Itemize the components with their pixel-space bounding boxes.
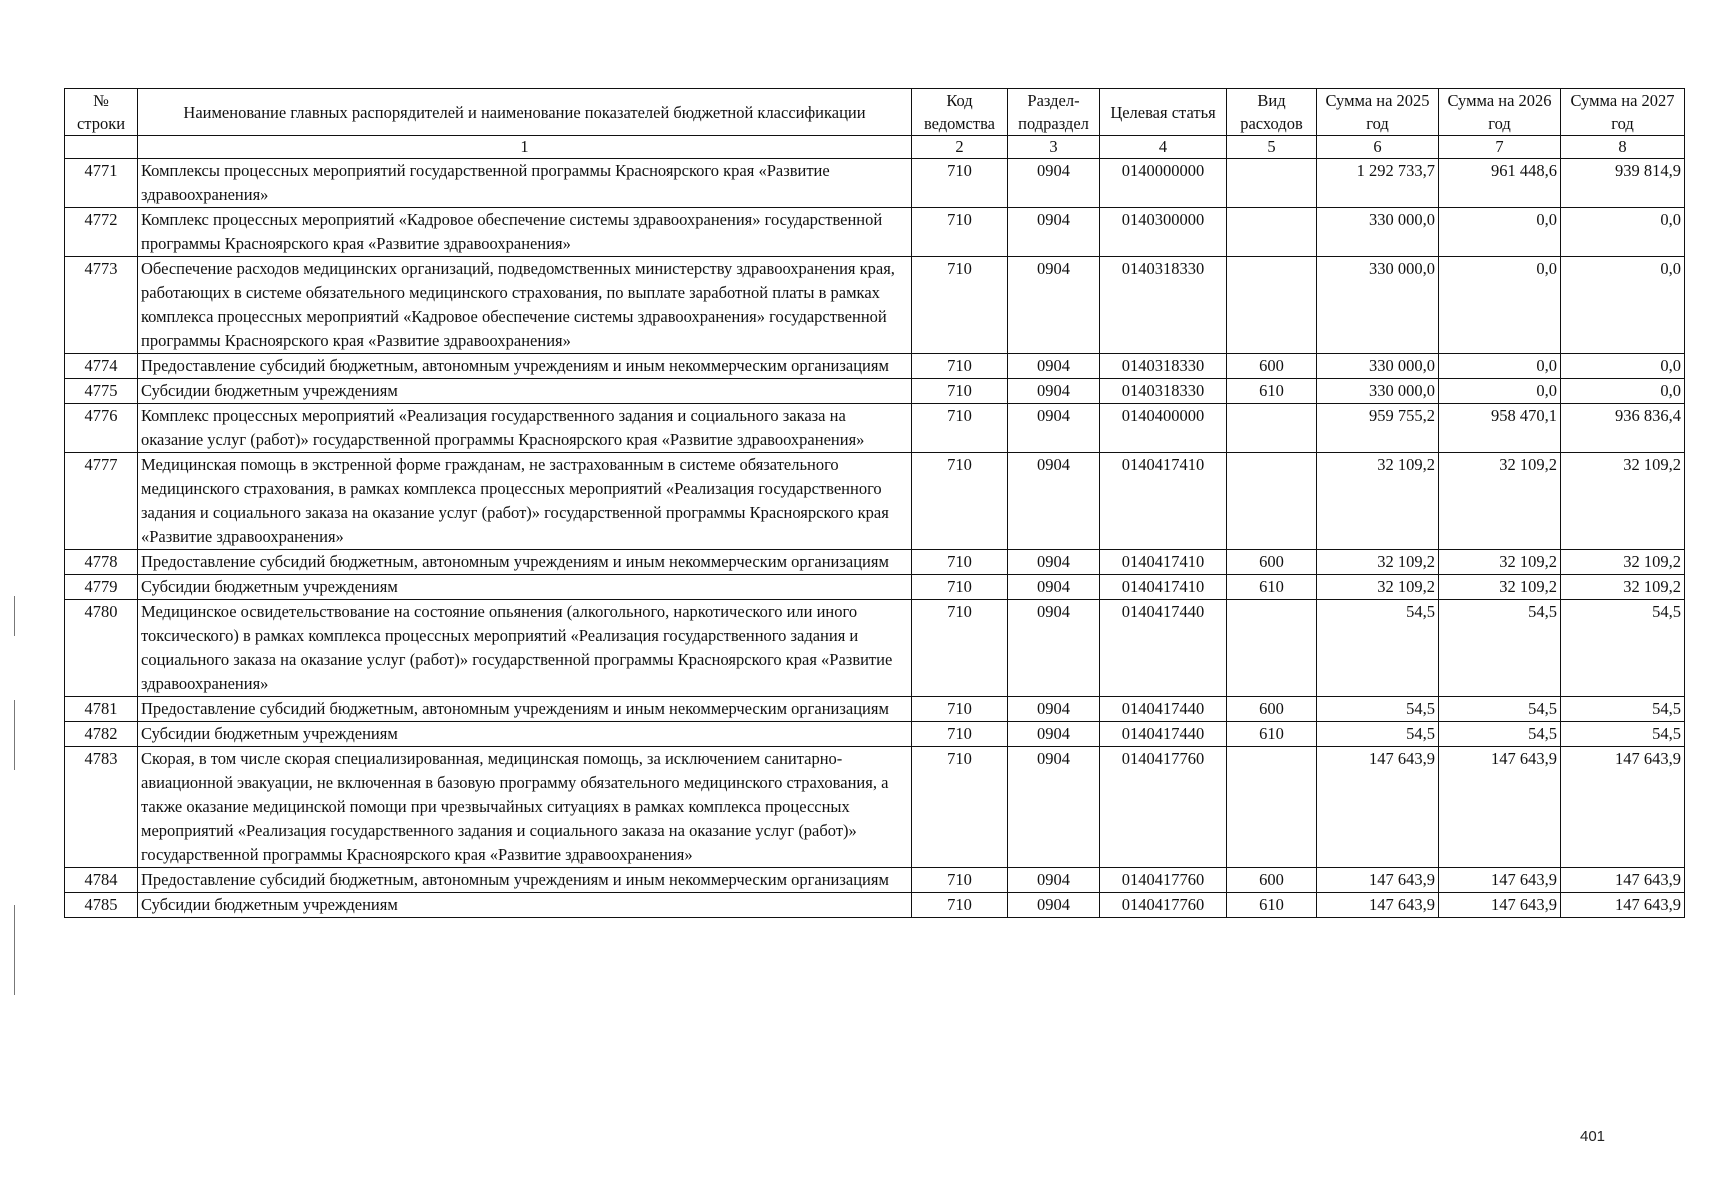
row-sum-2026: 32 109,2 xyxy=(1439,575,1561,600)
row-number: 4779 xyxy=(65,575,138,600)
header-row xyxy=(65,89,1685,136)
row-number: 4778 xyxy=(65,550,138,575)
row-sum-2027: 0,0 xyxy=(1561,257,1685,354)
row-target-code: 0140417440 xyxy=(1100,722,1227,747)
row-name: Медицинское освидетельствование на состояние опьянения (алкогольного, наркотического или иного токсического) в рамках комплекса процессных мероприятий «Реализация государственного задания и социального заказа на оказание услуг (работ)» государственной программы Красноярского края «Развитие здравоохранения» xyxy=(138,600,912,697)
row-section-code: 0904 xyxy=(1008,257,1100,354)
row-dept-code: 710 xyxy=(912,600,1008,697)
table-row xyxy=(65,550,1685,575)
row-expense-code: 610 xyxy=(1227,379,1317,404)
row-sum-2027: 936 836,4 xyxy=(1561,404,1685,453)
budget-table xyxy=(64,88,1685,918)
row-sum-2026: 0,0 xyxy=(1439,379,1561,404)
row-section-code: 0904 xyxy=(1008,354,1100,379)
table-row xyxy=(65,893,1685,918)
header-section: Раздел-подраздел xyxy=(1008,89,1100,136)
table-row xyxy=(65,354,1685,379)
row-sum-2025: 54,5 xyxy=(1317,600,1439,697)
header-row-no: № строки xyxy=(65,89,138,136)
column-number-blank xyxy=(65,136,138,159)
row-number: 4775 xyxy=(65,379,138,404)
row-name: Комплексы процессных мероприятий государственной программы Красноярского края «Развитие здравоохранения» xyxy=(138,159,912,208)
row-expense-code xyxy=(1227,600,1317,697)
row-number: 4783 xyxy=(65,747,138,868)
row-section-code: 0904 xyxy=(1008,600,1100,697)
row-name: Комплекс процессных мероприятий «Кадровое обеспечение системы здравоохранения» государственной программы Красноярского края «Развитие здравоохранения» xyxy=(138,208,912,257)
row-sum-2027: 54,5 xyxy=(1561,600,1685,697)
row-name: Обеспечение расходов медицинских организаций, подведомственных министерству здравоохранения края, работающих в системе обязательного медицинского страхования, по выплате заработной платы в рамках комплекса процессных мероприятий «Кадровое обеспечение системы здравоохранения» государственной программы Красноярского края «Развитие здравоохранения» xyxy=(138,257,912,354)
row-target-code: 0140417410 xyxy=(1100,453,1227,550)
row-sum-2027: 54,5 xyxy=(1561,697,1685,722)
row-sum-2026: 54,5 xyxy=(1439,600,1561,697)
row-section-code: 0904 xyxy=(1008,747,1100,868)
row-expense-code: 610 xyxy=(1227,893,1317,918)
row-dept-code: 710 xyxy=(912,453,1008,550)
row-dept-code: 710 xyxy=(912,208,1008,257)
row-sum-2027: 147 643,9 xyxy=(1561,868,1685,893)
table-row xyxy=(65,379,1685,404)
header-target: Целевая статья xyxy=(1100,89,1227,136)
row-name: Предоставление субсидий бюджетным, автономным учреждениям и иным некоммерческим организациям xyxy=(138,550,912,575)
row-sum-2025: 147 643,9 xyxy=(1317,868,1439,893)
column-number: 3 xyxy=(1008,136,1100,159)
column-number: 7 xyxy=(1439,136,1561,159)
row-name: Предоставление субсидий бюджетным, автономным учреждениям и иным некоммерческим организациям xyxy=(138,697,912,722)
table-row xyxy=(65,453,1685,550)
header-sum-2026: Сумма на 2026 год xyxy=(1439,89,1561,136)
row-expense-code xyxy=(1227,257,1317,354)
row-target-code: 0140318330 xyxy=(1100,379,1227,404)
row-sum-2025: 32 109,2 xyxy=(1317,575,1439,600)
row-name: Комплекс процессных мероприятий «Реализация государственного задания и социального заказа на оказание услуг (работ)» государственной программы Красноярского края «Развитие здравоохранения» xyxy=(138,404,912,453)
row-sum-2026: 32 109,2 xyxy=(1439,550,1561,575)
row-expense-code: 610 xyxy=(1227,575,1317,600)
row-name: Предоставление субсидий бюджетным, автономным учреждениям и иным некоммерческим организациям xyxy=(138,868,912,893)
row-section-code: 0904 xyxy=(1008,697,1100,722)
row-expense-code xyxy=(1227,159,1317,208)
row-name: Субсидии бюджетным учреждениям xyxy=(138,893,912,918)
row-dept-code: 710 xyxy=(912,354,1008,379)
row-sum-2027: 147 643,9 xyxy=(1561,747,1685,868)
row-dept-code: 710 xyxy=(912,550,1008,575)
row-dept-code: 710 xyxy=(912,404,1008,453)
row-sum-2027: 32 109,2 xyxy=(1561,453,1685,550)
row-dept-code: 710 xyxy=(912,379,1008,404)
header-name: Наименование главных распорядителей и наименование показателей бюджетной классификации xyxy=(138,89,912,136)
row-name: Субсидии бюджетным учреждениям xyxy=(138,379,912,404)
header-sum-2027: Сумма на 2027 год xyxy=(1561,89,1685,136)
table-row xyxy=(65,722,1685,747)
row-sum-2026: 0,0 xyxy=(1439,208,1561,257)
row-expense-code: 600 xyxy=(1227,697,1317,722)
column-number: 5 xyxy=(1227,136,1317,159)
row-sum-2026: 958 470,1 xyxy=(1439,404,1561,453)
row-sum-2025: 32 109,2 xyxy=(1317,550,1439,575)
row-section-code: 0904 xyxy=(1008,453,1100,550)
row-name: Предоставление субсидий бюджетным, автономным учреждениям и иным некоммерческим организациям xyxy=(138,354,912,379)
table-row xyxy=(65,159,1685,208)
row-number: 4774 xyxy=(65,354,138,379)
row-sum-2025: 330 000,0 xyxy=(1317,354,1439,379)
table-row xyxy=(65,575,1685,600)
row-number: 4772 xyxy=(65,208,138,257)
column-number: 6 xyxy=(1317,136,1439,159)
row-dept-code: 710 xyxy=(912,159,1008,208)
row-name: Субсидии бюджетным учреждениям xyxy=(138,575,912,600)
row-target-code: 0140300000 xyxy=(1100,208,1227,257)
scan-artifact xyxy=(14,905,15,995)
row-sum-2025: 330 000,0 xyxy=(1317,208,1439,257)
table-row xyxy=(65,747,1685,868)
row-section-code: 0904 xyxy=(1008,550,1100,575)
row-section-code: 0904 xyxy=(1008,722,1100,747)
row-section-code: 0904 xyxy=(1008,208,1100,257)
row-sum-2026: 32 109,2 xyxy=(1439,453,1561,550)
row-expense-code: 600 xyxy=(1227,354,1317,379)
row-name: Медицинская помощь в экстренной форме гражданам, не застрахованным в системе обязательного медицинского страхования, в рамках комплекса процессных мероприятий «Реализация государственного задания и социального заказа на оказание услуг (работ)» государственной программы Красноярского края «Развитие здравоохранения» xyxy=(138,453,912,550)
row-section-code: 0904 xyxy=(1008,575,1100,600)
row-sum-2025: 330 000,0 xyxy=(1317,257,1439,354)
row-sum-2025: 147 643,9 xyxy=(1317,747,1439,868)
table-row xyxy=(65,208,1685,257)
table-header xyxy=(65,89,1685,159)
row-sum-2026: 147 643,9 xyxy=(1439,747,1561,868)
row-dept-code: 710 xyxy=(912,697,1008,722)
row-number: 4784 xyxy=(65,868,138,893)
row-target-code: 0140000000 xyxy=(1100,159,1227,208)
row-sum-2026: 0,0 xyxy=(1439,354,1561,379)
row-sum-2026: 0,0 xyxy=(1439,257,1561,354)
table-row xyxy=(65,697,1685,722)
page-number: 401 xyxy=(1580,1128,1606,1145)
table-row xyxy=(65,868,1685,893)
row-sum-2025: 147 643,9 xyxy=(1317,893,1439,918)
row-target-code: 0140417760 xyxy=(1100,747,1227,868)
row-sum-2025: 959 755,2 xyxy=(1317,404,1439,453)
row-target-code: 0140417440 xyxy=(1100,600,1227,697)
row-dept-code: 710 xyxy=(912,747,1008,868)
row-sum-2025: 1 292 733,7 xyxy=(1317,159,1439,208)
row-target-code: 0140417760 xyxy=(1100,868,1227,893)
row-number: 4773 xyxy=(65,257,138,354)
table-row xyxy=(65,404,1685,453)
row-section-code: 0904 xyxy=(1008,868,1100,893)
table-body xyxy=(65,159,1685,918)
row-target-code: 0140400000 xyxy=(1100,404,1227,453)
row-dept-code: 710 xyxy=(912,868,1008,893)
row-expense-code: 600 xyxy=(1227,868,1317,893)
row-sum-2027: 147 643,9 xyxy=(1561,893,1685,918)
row-target-code: 0140318330 xyxy=(1100,354,1227,379)
row-expense-code xyxy=(1227,747,1317,868)
row-sum-2027: 0,0 xyxy=(1561,354,1685,379)
row-sum-2027: 32 109,2 xyxy=(1561,550,1685,575)
row-name: Скорая, в том числе скорая специализированная, медицинская помощь, за исключением санитарно-авиационной эвакуации, не включенная в базовую программу обязательного медицинского страхования, а также оказание медицинской помощи при чрезвычайных ситуациях в рамках комплекса процессных мероприятий «Реализация государственного задания и социального заказа на оказание услуг (работ)» государственной программы Красноярского края «Развитие здравоохранения» xyxy=(138,747,912,868)
row-number: 4782 xyxy=(65,722,138,747)
row-expense-code: 610 xyxy=(1227,722,1317,747)
row-number: 4776 xyxy=(65,404,138,453)
row-target-code: 0140318330 xyxy=(1100,257,1227,354)
row-dept-code: 710 xyxy=(912,575,1008,600)
scan-artifact xyxy=(14,596,15,636)
row-sum-2025: 330 000,0 xyxy=(1317,379,1439,404)
column-number-row xyxy=(65,136,1685,159)
row-section-code: 0904 xyxy=(1008,404,1100,453)
row-number: 4781 xyxy=(65,697,138,722)
row-sum-2027: 0,0 xyxy=(1561,208,1685,257)
row-expense-code xyxy=(1227,404,1317,453)
row-sum-2026: 961 448,6 xyxy=(1439,159,1561,208)
row-dept-code: 710 xyxy=(912,893,1008,918)
row-target-code: 0140417760 xyxy=(1100,893,1227,918)
row-name: Субсидии бюджетным учреждениям xyxy=(138,722,912,747)
row-expense-code xyxy=(1227,208,1317,257)
row-sum-2025: 32 109,2 xyxy=(1317,453,1439,550)
row-target-code: 0140417410 xyxy=(1100,550,1227,575)
header-expense: Вид расходов xyxy=(1227,89,1317,136)
row-number: 4777 xyxy=(65,453,138,550)
row-expense-code: 600 xyxy=(1227,550,1317,575)
row-sum-2026: 54,5 xyxy=(1439,722,1561,747)
row-section-code: 0904 xyxy=(1008,159,1100,208)
row-sum-2025: 54,5 xyxy=(1317,697,1439,722)
row-number: 4771 xyxy=(65,159,138,208)
row-sum-2026: 147 643,9 xyxy=(1439,868,1561,893)
row-dept-code: 710 xyxy=(912,257,1008,354)
row-target-code: 0140417410 xyxy=(1100,575,1227,600)
table-row xyxy=(65,257,1685,354)
row-section-code: 0904 xyxy=(1008,893,1100,918)
row-sum-2027: 0,0 xyxy=(1561,379,1685,404)
column-number: 2 xyxy=(912,136,1008,159)
column-number: 1 xyxy=(138,136,912,159)
row-number: 4785 xyxy=(65,893,138,918)
row-section-code: 0904 xyxy=(1008,379,1100,404)
row-sum-2026: 54,5 xyxy=(1439,697,1561,722)
scan-artifact xyxy=(14,700,15,770)
row-sum-2027: 32 109,2 xyxy=(1561,575,1685,600)
header-dept: Код ведомства xyxy=(912,89,1008,136)
row-sum-2027: 54,5 xyxy=(1561,722,1685,747)
row-dept-code: 710 xyxy=(912,722,1008,747)
table-row xyxy=(65,600,1685,697)
column-number: 8 xyxy=(1561,136,1685,159)
row-number: 4780 xyxy=(65,600,138,697)
header-sum-2025: Сумма на 2025 год xyxy=(1317,89,1439,136)
row-expense-code xyxy=(1227,453,1317,550)
row-sum-2027: 939 814,9 xyxy=(1561,159,1685,208)
row-sum-2026: 147 643,9 xyxy=(1439,893,1561,918)
column-number: 4 xyxy=(1100,136,1227,159)
row-target-code: 0140417440 xyxy=(1100,697,1227,722)
row-sum-2025: 54,5 xyxy=(1317,722,1439,747)
